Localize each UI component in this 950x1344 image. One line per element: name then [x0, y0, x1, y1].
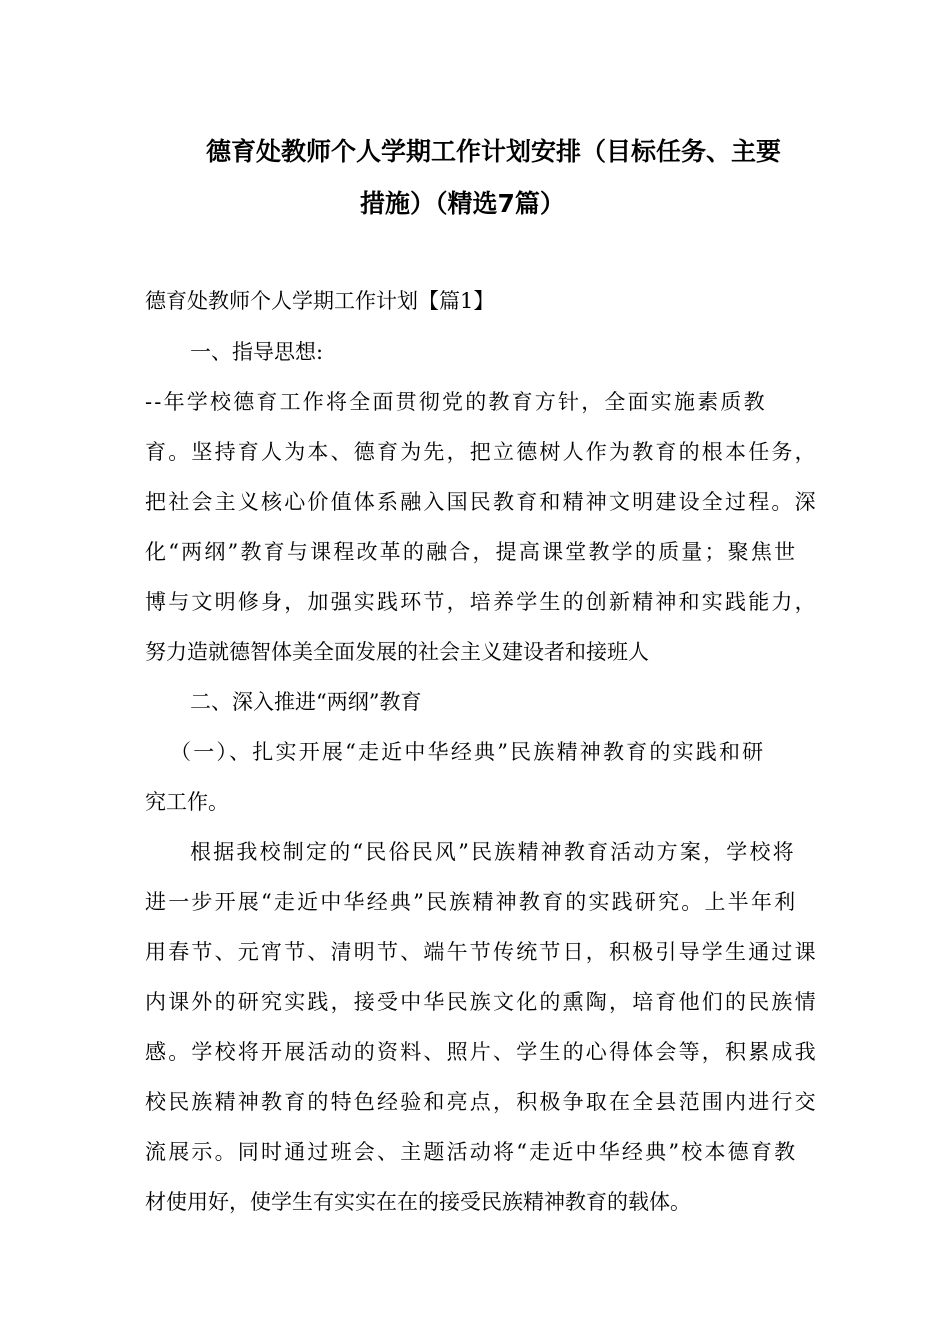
paragraph-1-line-5: 博与文明修身，加强实践环节，培养学生的创新精神和实践能力，: [145, 590, 818, 614]
paragraph-2-line-5: 感。学校将开展活动的资料、照片、学生的心得体会等，积累成我: [145, 1040, 818, 1064]
paragraph-2-line-7: 流展示。同时通过班会、主题活动将“走近中华经典”校本德育教: [145, 1140, 798, 1164]
paragraph-1-line-2: 育。坚持育人为本、德育为先，把立德树人作为教育的根本任务，: [145, 440, 818, 464]
sub-heading-1-line-1: （一）、扎实开展“走近中华经典”民族精神教育的实践和研: [170, 740, 766, 764]
paragraph-1-line-3: 把社会主义核心价值体系融入国民教育和精神文明建设全过程。深: [145, 490, 818, 514]
heading-two-outlines: 二、深入推进“两纲”教育: [190, 690, 422, 714]
paragraph-1-line-4: 化“两纲”教育与课程改革的融合，提高课堂教学的质量；聚焦世: [145, 540, 798, 564]
paragraph-2-line-2: 进一步开展“走近中华经典”民族精神教育的实践研究。上半年利: [145, 890, 798, 914]
paragraph-1-line-1: --年学校德育工作将全面贯彻党的教育方针，全面实施素质教: [145, 390, 767, 414]
paragraph-2-line-1: 根据我校制定的“民俗民风”民族精神教育活动方案，学校将: [190, 840, 796, 864]
sub-heading-1-line-2: 究工作。: [145, 790, 229, 814]
paragraph-2-line-6: 校民族精神教育的特色经验和亮点，积极争取在全县范围内进行交: [145, 1090, 818, 1114]
section-title: 德育处教师个人学期工作计划【篇1】: [145, 289, 495, 313]
paragraph-2-line-3: 用春节、元宵节、清明节、端午节传统节日，积极引导学生通过课: [145, 940, 818, 964]
heading-guiding-ideology: 一、指导思想:: [190, 340, 324, 364]
paragraph-2-line-8: 材使用好，使学生有实实在在的接受民族精神教育的载体。: [145, 1190, 691, 1214]
document-title-line-2: 措施）（精选7篇）: [360, 189, 565, 218]
document-title-line-1: 德育处教师个人学期工作计划安排（目标任务、主要: [206, 137, 782, 166]
paragraph-2-line-4: 内课外的研究实践，接受中华民族文化的熏陶，培育他们的民族情: [145, 990, 818, 1014]
paragraph-1-line-6: 努力造就德智体美全面发展的社会主义建设者和接班人: [145, 640, 649, 664]
